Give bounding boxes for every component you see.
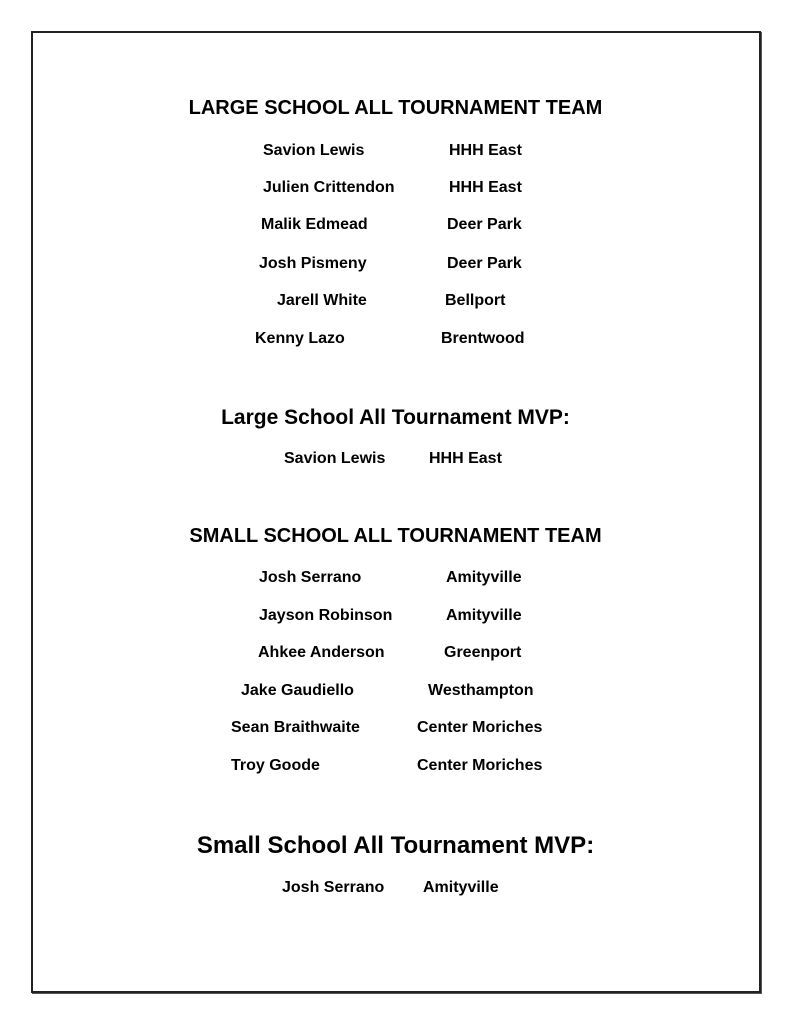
player-name: Sean Braithwaite (231, 719, 360, 736)
player-school: Westhampton (428, 682, 534, 699)
large-mvp-heading: Large School All Tournament MVP: (221, 406, 570, 429)
player-name: Jake Gaudiello (241, 682, 354, 699)
player-school: Amityville (446, 607, 522, 624)
player-name: Troy Goode (231, 757, 320, 774)
player-school: Bellport (445, 292, 506, 309)
player-school: Amityville (446, 569, 522, 586)
player-school: Brentwood (441, 330, 525, 347)
small-mvp-heading: Small School All Tournament MVP: (196, 832, 595, 859)
player-name: Josh Serrano (259, 569, 362, 586)
mvp-school: Amityville (423, 879, 499, 896)
player-name: Kenny Lazo (255, 330, 345, 347)
player-name: Jarell White (277, 292, 367, 309)
small-team-heading: SMALL SCHOOL ALL TOURNAMENT TEAM (189, 525, 602, 547)
player-name: Julien Crittendon (263, 179, 395, 196)
player-school: Center Moriches (417, 719, 543, 736)
player-school: HHH East (449, 142, 522, 159)
player-name: Josh Pismeny (259, 255, 367, 272)
player-name: Malik Edmead (261, 216, 368, 233)
player-school: Deer Park (447, 216, 522, 233)
player-school: Center Moriches (417, 757, 543, 774)
mvp-school: HHH East (429, 450, 502, 467)
player-name: Savion Lewis (263, 142, 365, 159)
player-school: Deer Park (447, 255, 522, 272)
mvp-name: Josh Serrano (282, 879, 385, 896)
large-team-heading: LARGE SCHOOL ALL TOURNAMENT TEAM (188, 97, 603, 119)
player-name: Ahkee Anderson (258, 644, 385, 661)
player-name: Jayson Robinson (259, 607, 393, 624)
player-school: HHH East (449, 179, 522, 196)
player-school: Greenport (444, 644, 522, 661)
mvp-name: Savion Lewis (284, 450, 386, 467)
